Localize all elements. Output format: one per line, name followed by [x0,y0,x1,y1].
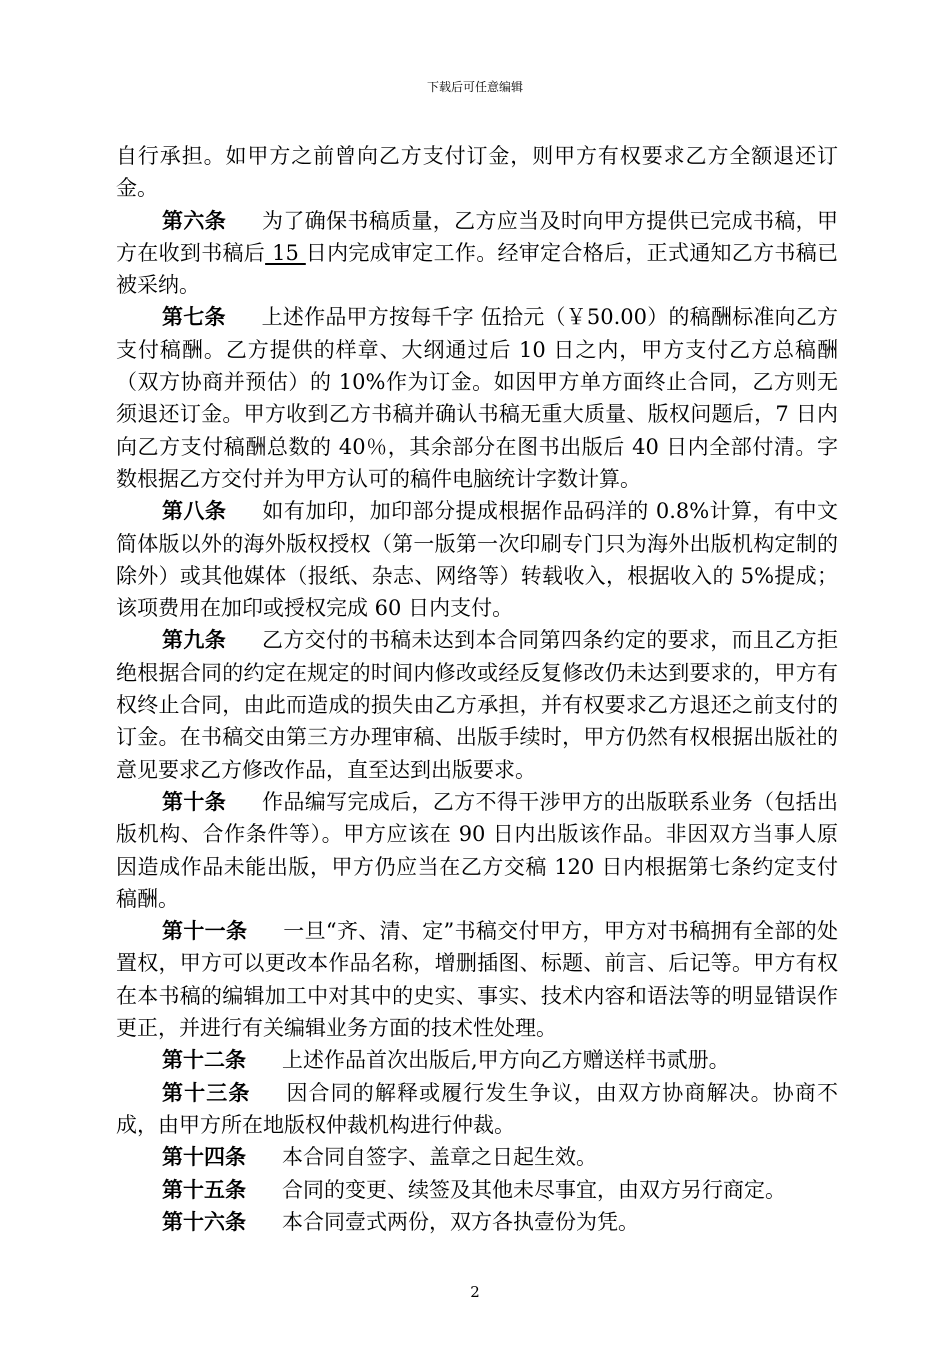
days-value-underlined: 15 [265,240,306,265]
article-label: 第九条 [162,628,227,653]
article-10 [116,786,838,915]
article-14 [116,1141,838,1173]
article-label: 第十条 [162,789,227,814]
article-16 [116,1206,838,1238]
article-text: 如有加印，加印部分提成根据作品码洋的 0.8%计算，有中文简体版以外的海外版权授权（第一版第一次印刷专门只为海外出版机构定制的除外）或其他媒体（报纸、杂志、网络等）转载收入，根据收入的 5%提成；该项费用在加印或授权完成 60 日内支付。 [116,499,838,621]
article-7 [116,301,838,495]
article-text: 一旦“齐、清、定”书稿交付甲方，甲方对书稿拥有全部的处置权，甲方可以更改本作品名称，增删插图、标题、前言、后记等。甲方有权在本书稿的编辑加工中对其中的史实、事实、技术内容和语法等的明显错误作更正，并进行有关编辑业务方面的技术性处理。 [116,919,838,1041]
article-6 [116,205,838,302]
article-text: 乙方交付的书稿未达到本合同第四条约定的要求，而且乙方拒绝根据合同的约定在规定的时间内修改或经反复修改仍未达到要求的，甲方有权终止合同，由此而造成的损失由乙方承担，并有权要求乙方退还之前支付的订金。在书稿交由第三方办理审稿、出版手续时，甲方仍然有权根据出版社的意见要求乙方修改作品，直至达到出版要求。 [116,628,839,782]
article-text: 上述作品首次出版后,甲方向乙方赠送样书贰册。 [282,1048,730,1073]
article-text: 上述作品甲方按每千字 伍拾元（￥50.00）的稿酬标准向乙方支付稿酬。乙方提供的样章、大纲通过后 10 日之内，甲方支付乙方总稿酬（双方协商并预估）的 10%作为订金。如因甲方单方面终止合同，乙方则无须退还订金。甲方收到乙方书稿并确认书稿无重大质量、版权问题后，7 日内向乙方支付稿酬总数的 40％，其余部分在图书出版后 40 日内全部付清。字数根据乙方交付并为甲方认可的稿件电脑统计字数计算。 [116,305,839,491]
article-label: 第十四条 [162,1145,246,1170]
article-label: 第八条 [162,499,227,524]
article-label: 第十一条 [162,919,248,944]
article-9 [116,624,838,785]
article-label: 第六条 [162,208,227,233]
contract-body [116,140,838,1238]
article-text: 作品编写完成后，乙方不得干涉甲方的出版联系业务（包括出版机构、合作条件等）。甲方应该在 90 日内出版该作品。非因双方当事人原因造成作品未能出版，甲方仍应当在乙方交稿 120 日内根据第七条约定支付稿酬。 [116,789,839,911]
article-label: 第十二条 [162,1048,246,1073]
page-number: 2 [470,1283,480,1301]
article-13 [116,1077,838,1142]
article-12 [116,1044,838,1076]
article-text: 本合同壹式两份，双方各执壹份为凭。 [282,1209,639,1234]
article-label: 第七条 [162,305,226,330]
article-text: 合同的变更、续签及其他未尽事宜，由双方另行商定。 [282,1177,786,1202]
article-15 [116,1174,838,1206]
page-header: 下载后可任意编辑 [426,80,523,94]
article-text: 本合同自签字、盖章之日起生效。 [282,1145,597,1170]
article-label: 第十三条 [162,1080,251,1105]
article-text: 为了确保书稿质量，乙方应当及时向甲方提供已完成书稿，甲方在收到书稿后 [116,208,839,265]
continuation-paragraph: 自行承担。如甲方之前曾向乙方支付订金，则甲方有权要求乙方全额退还订金。 [116,144,838,201]
article-8 [116,495,838,624]
article-label: 第十五条 [162,1177,246,1202]
article-text: 因合同的解释或履行发生争议，由双方协商解决。协商不成，由甲方所在地版权仲裁机构进行仲裁。 [116,1080,839,1137]
article-11 [116,915,838,1044]
article-text: 日内完成审定工作。经审定合格后，正式通知乙方书稿已被采纳。 [116,240,839,298]
article-label: 第十六条 [162,1209,246,1234]
